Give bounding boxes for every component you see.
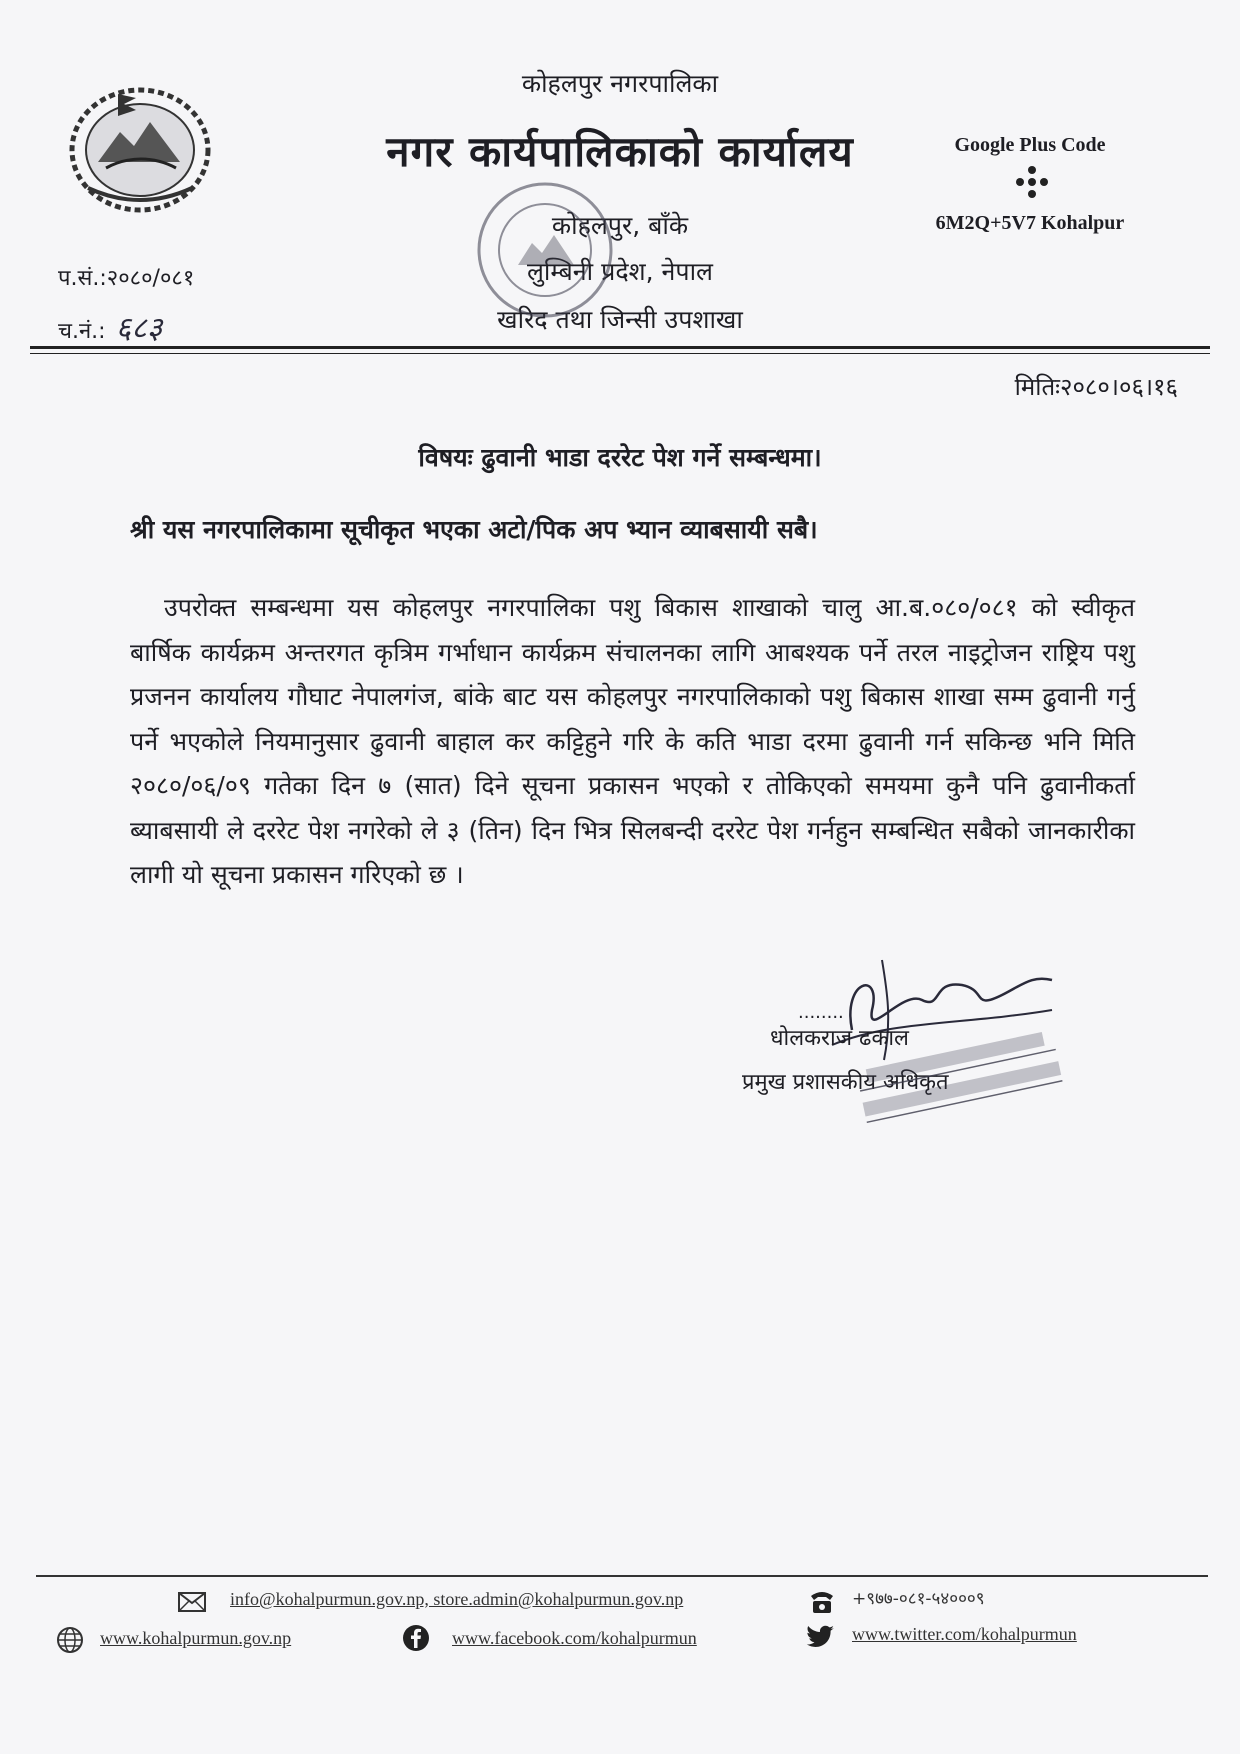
plus-code-title: Google Plus Code xyxy=(954,134,1106,156)
footer-facebook[interactable]: www.facebook.com/kohalpurmun xyxy=(452,1628,697,1648)
footer-email[interactable]: info@kohalpurmun.gov.np, store.admin@kohalpurmun.gov.np xyxy=(230,1589,684,1609)
address-line-1: कोहलपुर, बाँके xyxy=(551,211,689,240)
plus-code-value: 6M2Q+5V7 Kohalpur xyxy=(935,212,1125,234)
footer-phone: +९७७-०८१-५४०००९ xyxy=(852,1589,985,1609)
signatory-title: प्रमुख प्रशासकीय अधिकृत xyxy=(742,1070,949,1095)
letter-body-paragraph: उपरोक्त सम्बन्धमा यस कोहलपुर नगरपालिका पशु बिकास शाखाको चालु आ.ब.०८०/०८१ को स्वीकृत बार्षिक कार्यक्रम अन्तरगत कृत्रिम गर्भाधान कार्यक्रम संचालनका लागि आबश्यक पर्ने तरल नाइट्रोजन राष्ट्रिय पशु प्रजनन कार्यालय गौघाट नेपालगंज, बांके बाट यस कोहलपुर नगरपालिकाको पशु बिकास शाखा सम्म ढुवानी गर्नु पर्ने भएकोले नियमानुसार ढुवानी बाहाल कर कट्टिहुने गरि के कति भाडा दरमा ढुवानी गर्न सकिन्छ भनि मिति २०८०/०६/०९ गतेका दिन ७ (सात) दिने सूचना प्रकासन भएको र तोकिएको समयमा कुनै पनि ढुवानीकर्ता ब्याबसायी ले दररेट पेश नगरेको ले ३ (तिन) दिन भित्र सिलबन्दी दररेट पेश गर्नहुन सम्बन्धित सबैको जानकारीका लागी यो सूचना प्रकासन गरिएको छ । xyxy=(130,593,1135,889)
reference-value: २०८०/०८१ xyxy=(106,266,195,291)
office-title: नगर कार्यपालिकाको कार्यालय xyxy=(386,127,854,176)
facebook-icon xyxy=(402,1624,430,1652)
reference-label: प.सं.: xyxy=(58,266,107,291)
office-round-stamp xyxy=(470,175,620,325)
footer-twitter[interactable]: www.twitter.com/kohalpurmun xyxy=(852,1624,1077,1644)
plus-code-icon xyxy=(1014,164,1050,212)
phone-icon xyxy=(808,1588,836,1614)
reference-number xyxy=(58,262,194,292)
name-stamp xyxy=(840,1030,1080,1130)
letter-date: मितिः२०८०।०६।१६ xyxy=(1014,373,1178,401)
globe-icon xyxy=(56,1626,84,1654)
twitter-icon xyxy=(806,1624,836,1650)
dispatch-value: ६८३ xyxy=(115,311,163,346)
municipality-name: कोहलपुर नगरपालिका xyxy=(521,69,719,98)
footer-website[interactable]: www.kohalpurmun.gov.np xyxy=(100,1628,292,1648)
address-line-2: लुम्बिनी प्रदेश, नेपाल xyxy=(526,257,714,286)
header-divider xyxy=(30,346,1210,349)
address-line-3: खरिद तथा जिन्सी उपशाखा xyxy=(497,305,743,334)
footer-divider xyxy=(36,1575,1208,1577)
mail-icon xyxy=(178,1592,206,1612)
letter-addressee: श्री यस नगरपालिकामा सूचीकृत भएका अटो/पिक अप भ्यान व्याबसायी सबै। xyxy=(130,515,818,544)
signature-dots: ........ xyxy=(798,1002,844,1023)
dispatch-label: च.नं.: xyxy=(58,319,106,344)
signatory-name: धोलकराज ढकाल xyxy=(770,1026,909,1051)
dispatch-number xyxy=(58,306,162,347)
header-divider-thin xyxy=(30,353,1210,354)
letter-subject: विषयः ढुवानी भाडा दररेट पेश गर्ने सम्बन्धमा। xyxy=(418,443,822,472)
